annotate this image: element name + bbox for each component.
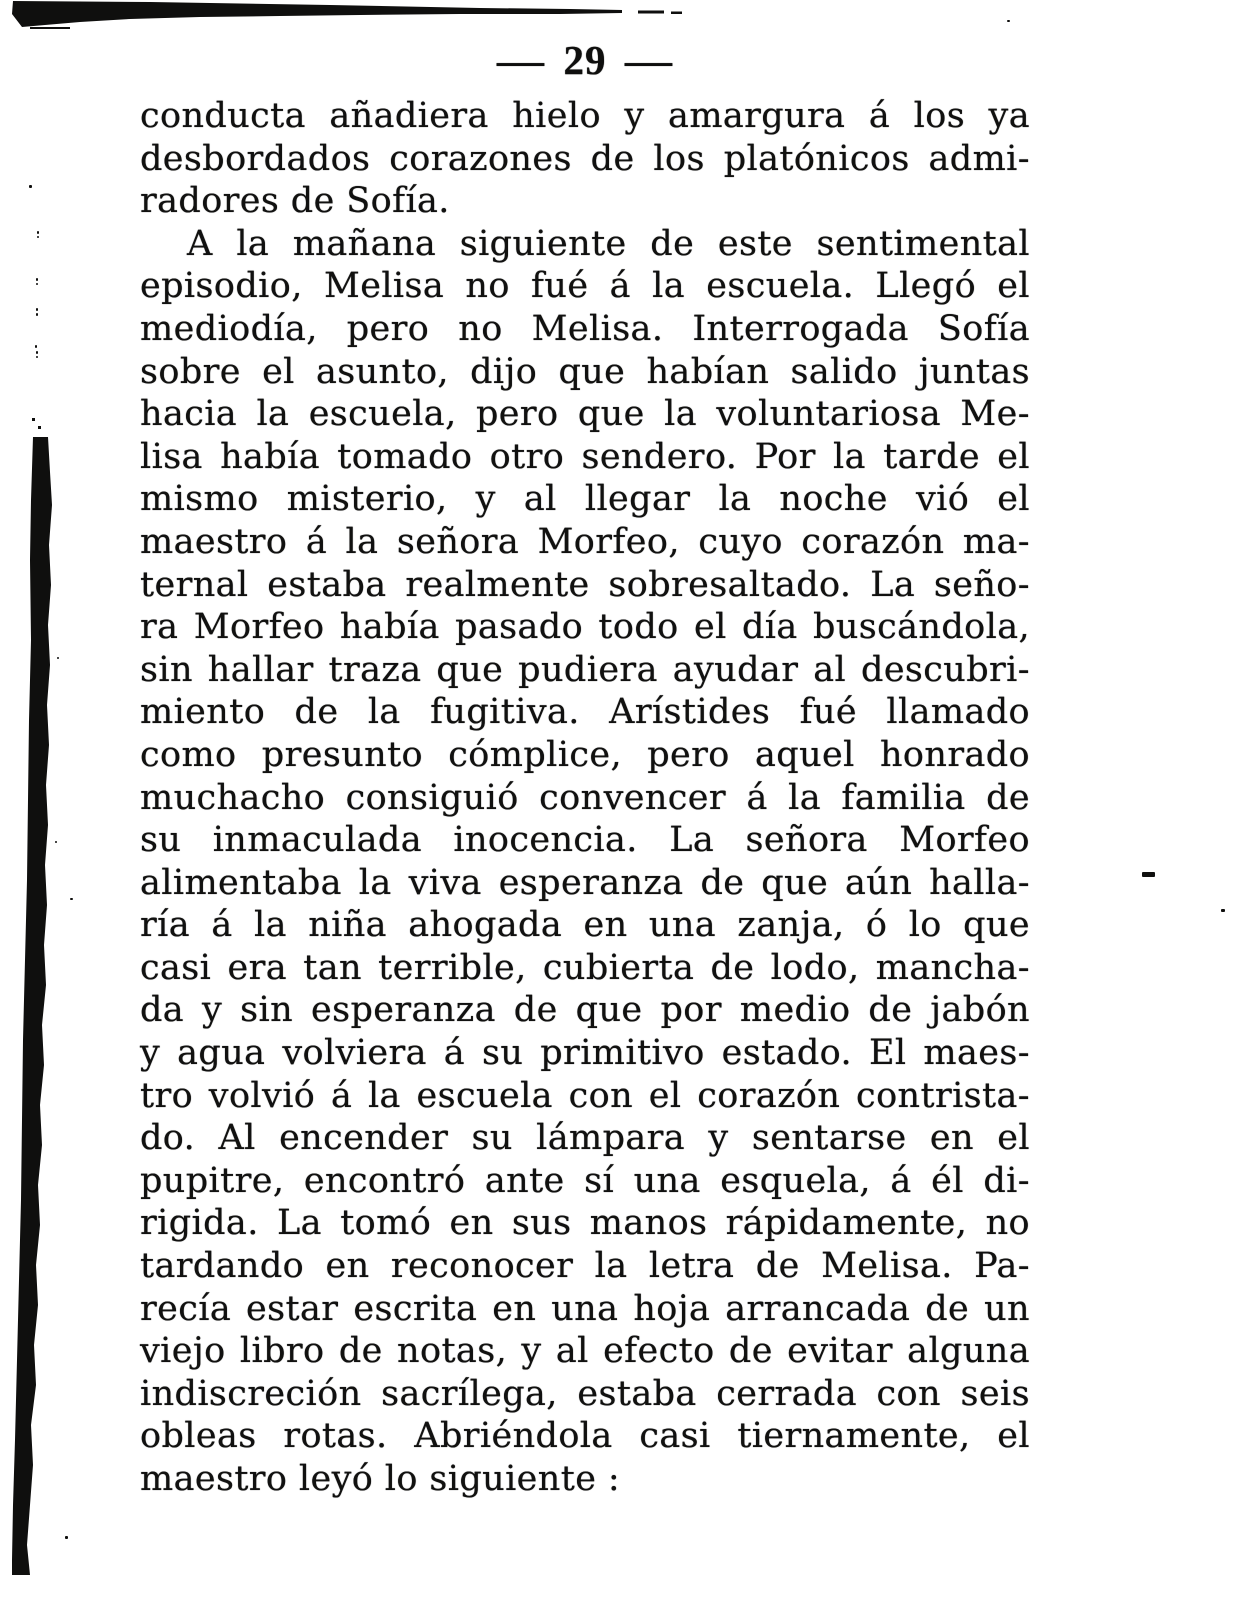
text-line: episodio, Melisa no fué á la escuela. Llegó el <box>140 266 1030 307</box>
text-line: tardando en reconocer la letra de Melisa. Pa- <box>140 1246 1030 1287</box>
scan-speck <box>36 313 38 316</box>
scan-speck <box>29 185 32 188</box>
scan-speck <box>57 657 59 659</box>
page-number-dash: — <box>624 37 673 83</box>
scan-speck <box>70 898 73 900</box>
text-line: mediodía, pero no Melisa. Interrogada Sofía <box>140 308 1030 349</box>
text-line: como presunto cómplice, pero aquel honrado <box>140 734 1030 775</box>
text-line: y agua volviera á su primitivo estado. El maes- <box>140 1033 1030 1074</box>
scan-speck <box>36 283 38 285</box>
scan-speck <box>36 356 38 358</box>
scan-speck <box>37 236 39 238</box>
text-line: hacia la escuela, pero que la voluntariosa Me- <box>140 394 1030 435</box>
text-line: radores de Sofía. <box>140 181 450 222</box>
scan-speck <box>1007 20 1010 22</box>
text-line: miento de la fugitiva. Arístides fué llamado <box>140 692 1030 733</box>
text-line: viejo libro de notas, y al efecto de evitar alguna <box>140 1331 1030 1372</box>
text-line: do. Al encender su lámpara y sentarse en el <box>140 1118 1030 1159</box>
text-line: alimentaba la viva esperanza de que aún halla- <box>140 862 1030 903</box>
text-line: pupitre, encontró ante sí una esquela, á él di- <box>140 1160 1030 1201</box>
text-line: tro volvió á la escuela con el corazón contrista- <box>140 1075 1030 1116</box>
text-line: indiscreción sacrílega, estaba cerrada con seis <box>140 1373 1030 1414</box>
text-line: su inmaculada inocencia. La señora Morfeo <box>140 820 1030 861</box>
scan-speck <box>36 308 38 311</box>
text-line: ría á la niña ahogada en una zanja, ó lo que <box>140 905 1030 946</box>
page-number-dash: — <box>497 37 546 83</box>
text-line: conducta añadiera hielo y amargura á los ya <box>140 96 1030 136</box>
scan-speck <box>36 278 38 281</box>
text-line: recía estar escrita en una hoja arrancada de un <box>140 1288 1030 1329</box>
text-line: ra Morfeo había pasado todo el día buscándola, <box>140 607 1030 648</box>
scan-speck <box>35 345 37 348</box>
scan-artifact-left-bar <box>0 0 60 1600</box>
scan-speck <box>65 1536 68 1539</box>
scan-speck <box>37 231 39 234</box>
scan-speck <box>1221 909 1225 912</box>
text-line: lisa había tomado otro sendero. Por la tarde el <box>140 436 1030 477</box>
page-number: 29 <box>563 37 607 83</box>
text-line: rigida. La tomó en sus manos rápidamente, no <box>140 1203 1030 1244</box>
paragraph <box>140 223 1030 1501</box>
page-number-header <box>140 38 1030 82</box>
text-line: obleas rotas. Abriéndola casi tiernamente, el <box>140 1416 1030 1457</box>
scan-speck <box>36 351 38 354</box>
text-line: ternal estaba realmente sobresaltado. La seño- <box>140 564 1030 605</box>
scan-speck <box>55 841 57 843</box>
paragraph <box>140 95 1030 223</box>
text-line: da y sin esperanza de que por medio de jabón <box>140 990 1030 1031</box>
page-text <box>140 95 1030 1501</box>
scan-speck <box>1142 872 1155 877</box>
text-line: desbordados corazones de los platónicos admi- <box>140 138 1030 179</box>
text-line: muchacho consiguió convencer á la familia de <box>140 777 1030 818</box>
text-line: sobre el asunto, dijo que habían salido juntas <box>140 351 1030 392</box>
text-line: maestro leyó lo siguiente : <box>140 1459 621 1499</box>
text-line: casi era tan terrible, cubierta de lodo, mancha- <box>140 947 1030 988</box>
text-line: sin hallar traza que pudiera ayudar al descubri- <box>140 649 1030 690</box>
scan-artifact-top-bar <box>0 0 760 40</box>
text-line: maestro á la señora Morfeo, cuyo corazón ma- <box>140 521 1030 562</box>
text-line: A la mañana siguiente de este sentimental <box>187 223 1030 264</box>
text-line: mismo misterio, y al llegar la noche vió el <box>140 479 1030 520</box>
